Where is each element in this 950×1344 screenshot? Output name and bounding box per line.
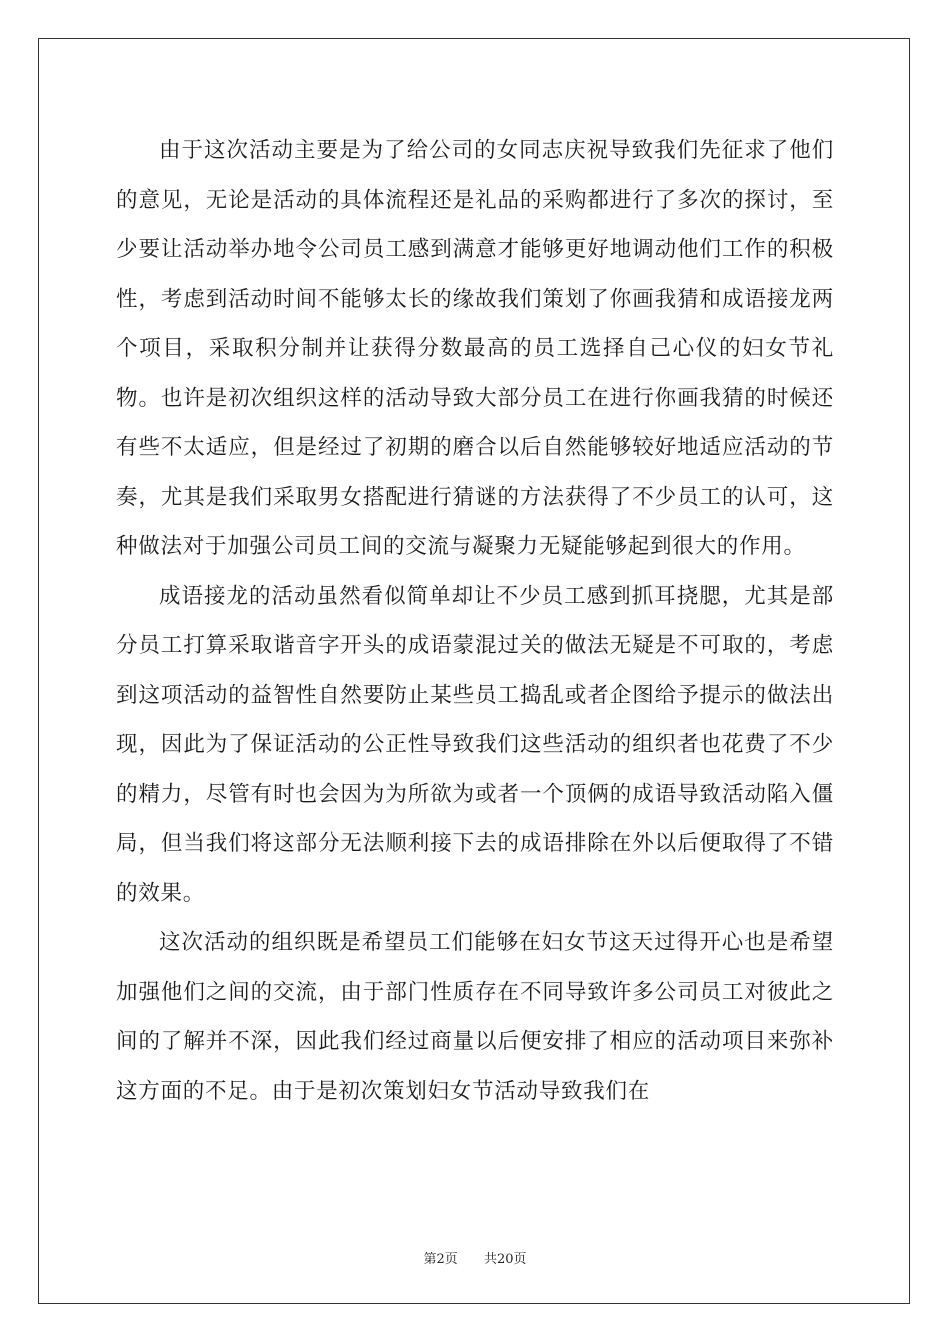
page-number-total: 共20页 <box>484 1252 527 1267</box>
document-body <box>116 126 834 1116</box>
page-footer <box>0 1248 950 1267</box>
paragraph-3: 这次活动的组织既是希望员工们能够在妇女节这天过得开心也是希望加强他们之间的交流，由于部门性质存在不同导致许多公司员工对彼此之间的了解并不深，因此我们经过商量以后便安排了相应的活动项目来弥补这方面的不足。由于是初次策划妇女节活动导致我们在 <box>116 930 834 1104</box>
page-number-current: 第2页 <box>423 1252 458 1267</box>
paragraph-1: 由于这次活动主要是为了给公司的女同志庆祝导致我们先征求了他们的意见，无论是活动的具体流程还是礼品的采购都进行了多次的探讨，至少要让活动举办地令公司员工感到满意才能够更好地调动他们工作的积极性，考虑到活动时间不能够太长的缘故我们策划了你画我猜和成语接龙两个项目，采取积分制并让获得分数最高的员工选择自己心仪的妇女节礼物。也许是初次组织这样的活动导致大部分员工在进行你画我猜的时候还有些不太适应，但是经过了初期的磨合以后自然能够较好地适应活动的节奏，尤其是我们采取男女搭配进行猜谜的方法获得了不少员工的认可，这种做法对于加强公司员工间的交流与凝聚力无疑能够起到很大的作用。 <box>116 138 834 559</box>
paragraph-2: 成语接龙的活动虽然看似简单却让不少员工感到抓耳挠腮，尤其是部分员工打算采取谐音字开头的成语蒙混过关的做法无疑是不可取的，考虑到这项活动的益智性自然要防止某些员工捣乱或者企图给予提示的做法出现，因此为了保证活动的公正性导致我们这些活动的组织者也花费了不少的精力，尽管有时也会因为为所欲为或者一个顶俩的成语导致活动陷入僵局，但当我们将这部分无法顺利接下去的成语排除在外以后便取得了不错的效果。 <box>116 583 834 906</box>
